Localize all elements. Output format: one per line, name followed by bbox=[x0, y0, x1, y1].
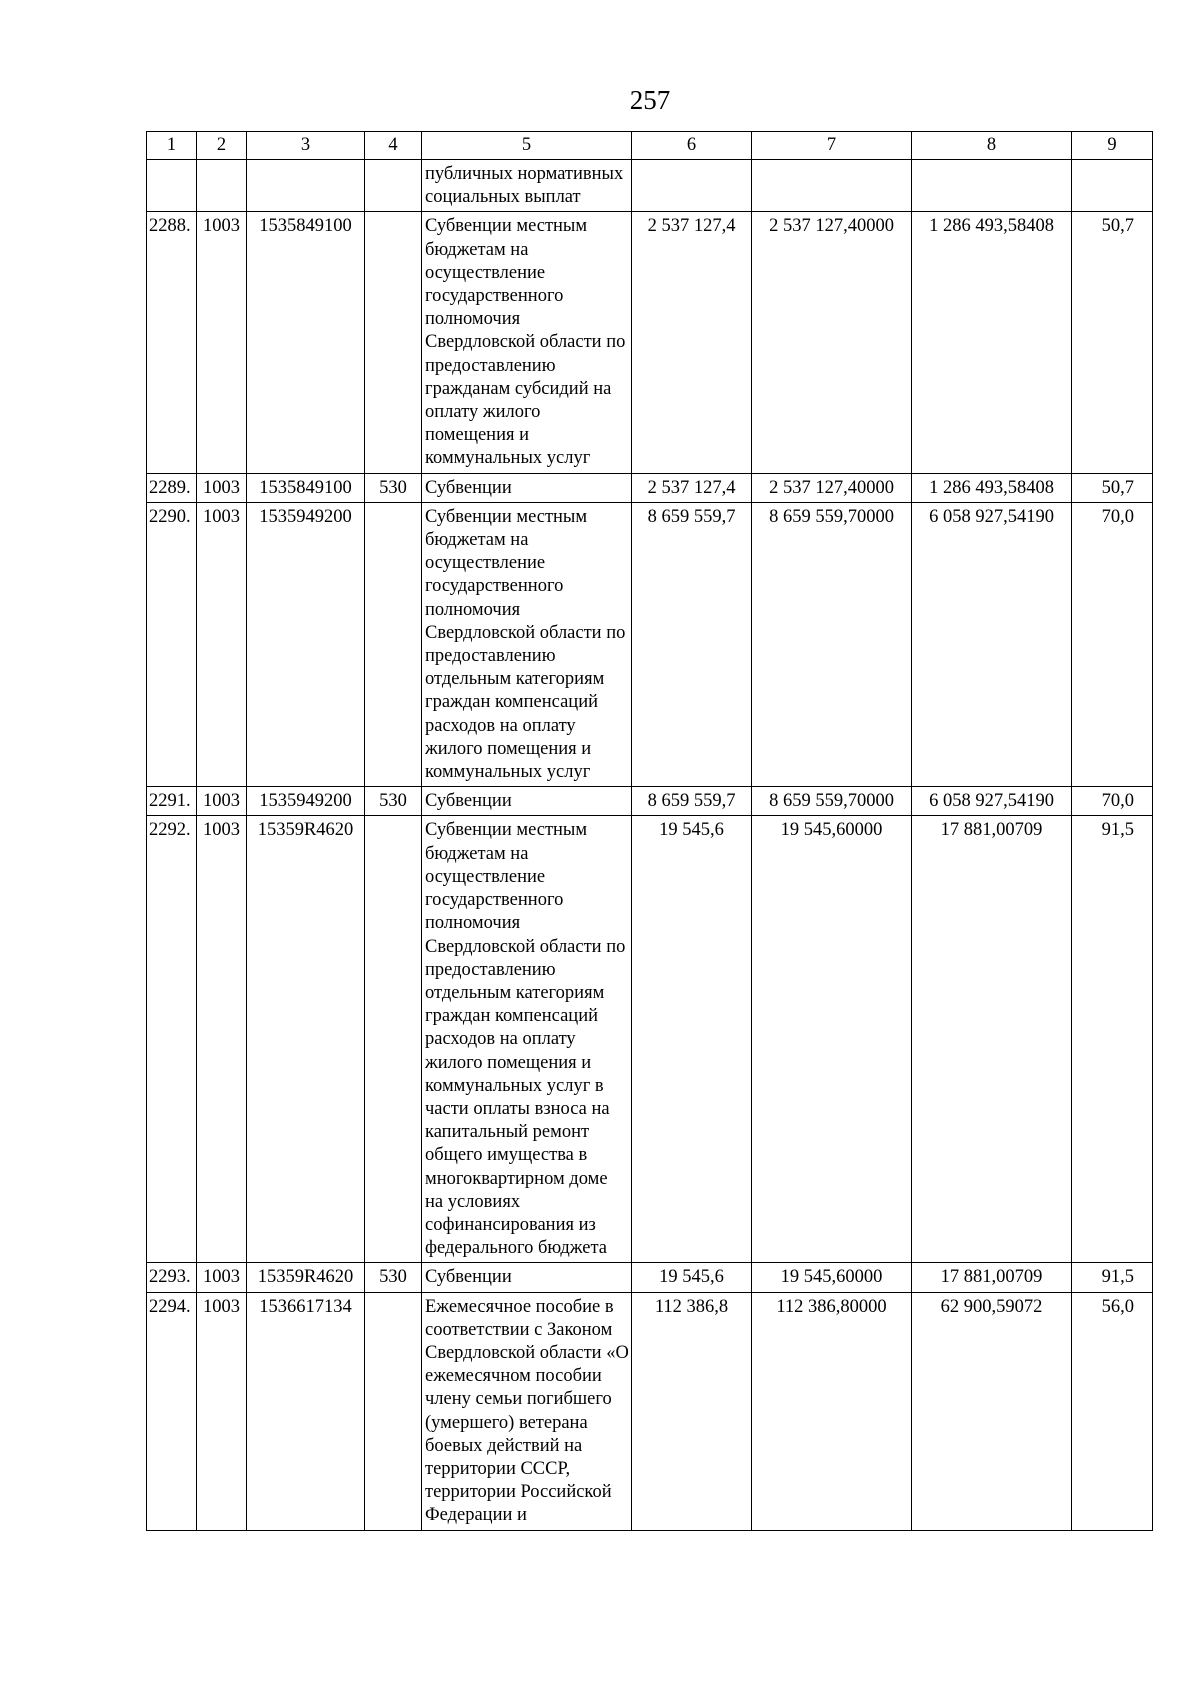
target-code: 15359R4620 bbox=[247, 1263, 365, 1292]
executed-amount: 6 058 927,54190 bbox=[912, 502, 1072, 786]
item-name: Субвенции местным бюджетам на осуществление государственного полномочия Свердловской области по предоставлению отдельным категориям граждан компенсаций расходов на оплату жилого помещения и коммунальных услуг в части оплаты взноса на капитальный ремонт общего имущества в многоквартирном доме на условиях софинансирования из федерального бюджета bbox=[422, 816, 632, 1263]
table-row bbox=[147, 787, 1153, 816]
refined-amount bbox=[752, 160, 912, 212]
section-code: 1003 bbox=[197, 473, 247, 502]
page-number: 257 bbox=[629, 85, 671, 115]
plan-amount: 2 537 127,4 bbox=[632, 212, 752, 473]
row-number: 2294. bbox=[147, 1292, 197, 1530]
column-header-1: 1 bbox=[147, 132, 197, 160]
refined-amount: 8 659 559,70000 bbox=[752, 787, 912, 816]
refined-amount: 19 545,60000 bbox=[752, 1263, 912, 1292]
table-row bbox=[147, 502, 1153, 786]
plan-amount: 8 659 559,7 bbox=[632, 787, 752, 816]
table-row bbox=[147, 160, 1153, 212]
column-header-3: 3 bbox=[247, 132, 365, 160]
item-name: Субвенции bbox=[422, 787, 632, 816]
executed-amount: 17 881,00709 bbox=[912, 816, 1072, 1263]
execution-percent: 50,7 bbox=[1072, 473, 1153, 502]
executed-amount: 17 881,00709 bbox=[912, 1263, 1072, 1292]
target-code: 1536617134 bbox=[247, 1292, 365, 1530]
type-code: 530 bbox=[365, 1263, 422, 1292]
row-number: 2289. bbox=[147, 473, 197, 502]
table-row bbox=[147, 816, 1153, 1263]
section-code: 1003 bbox=[197, 787, 247, 816]
budget-table bbox=[146, 131, 1153, 1531]
item-name: Субвенции bbox=[422, 473, 632, 502]
plan-amount: 2 537 127,4 bbox=[632, 473, 752, 502]
column-header-5: 5 bbox=[422, 132, 632, 160]
execution-percent: 50,7 bbox=[1072, 212, 1153, 473]
item-name: Субвенции местным бюджетам на осуществление государственного полномочия Свердловской области по предоставлению отдельным категориям граждан компенсаций расходов на оплату жилого помещения и коммунальных услуг bbox=[422, 502, 632, 786]
type-code bbox=[365, 160, 422, 212]
row-number: 2292. bbox=[147, 816, 197, 1263]
type-code bbox=[365, 1292, 422, 1530]
type-code bbox=[365, 212, 422, 473]
row-number: 2291. bbox=[147, 787, 197, 816]
plan-amount: 19 545,6 bbox=[632, 1263, 752, 1292]
column-header-6: 6 bbox=[632, 132, 752, 160]
execution-percent: 70,0 bbox=[1072, 787, 1153, 816]
refined-amount: 2 537 127,40000 bbox=[752, 212, 912, 473]
plan-amount: 19 545,6 bbox=[632, 816, 752, 1263]
column-header-7: 7 bbox=[752, 132, 912, 160]
table-row bbox=[147, 1263, 1153, 1292]
execution-percent: 56,0 bbox=[1072, 1292, 1153, 1530]
type-code bbox=[365, 816, 422, 1263]
section-code: 1003 bbox=[197, 816, 247, 1263]
target-code: 15359R4620 bbox=[247, 816, 365, 1263]
execution-percent: 91,5 bbox=[1072, 816, 1153, 1263]
plan-amount bbox=[632, 160, 752, 212]
target-code: 1535849100 bbox=[247, 473, 365, 502]
item-name: Субвенции bbox=[422, 1263, 632, 1292]
section-code: 1003 bbox=[197, 502, 247, 786]
executed-amount: 6 058 927,54190 bbox=[912, 787, 1072, 816]
executed-amount: 62 900,59072 bbox=[912, 1292, 1072, 1530]
table-row bbox=[147, 473, 1153, 502]
execution-percent bbox=[1072, 160, 1153, 212]
row-number: 2288. bbox=[147, 212, 197, 473]
item-name: Субвенции местным бюджетам на осуществление государственного полномочия Свердловской области по предоставлению гражданам субсидий на оплату жилого помещения и коммунальных услуг bbox=[422, 212, 632, 473]
section-code: 1003 bbox=[197, 1263, 247, 1292]
row-number: 2293. bbox=[147, 1263, 197, 1292]
column-header-4: 4 bbox=[365, 132, 422, 160]
table-row bbox=[147, 1292, 1153, 1530]
execution-percent: 70,0 bbox=[1072, 502, 1153, 786]
type-code bbox=[365, 502, 422, 786]
item-name: публичных нормативных социальных выплат bbox=[422, 160, 632, 212]
section-code: 1003 bbox=[197, 212, 247, 473]
type-code: 530 bbox=[365, 473, 422, 502]
refined-amount: 8 659 559,70000 bbox=[752, 502, 912, 786]
refined-amount: 19 545,60000 bbox=[752, 816, 912, 1263]
table-row bbox=[147, 212, 1153, 473]
column-header-8: 8 bbox=[912, 132, 1072, 160]
plan-amount: 112 386,8 bbox=[632, 1292, 752, 1530]
section-code bbox=[197, 160, 247, 212]
target-code: 1535949200 bbox=[247, 787, 365, 816]
target-code bbox=[247, 160, 365, 212]
type-code: 530 bbox=[365, 787, 422, 816]
item-name: Ежемесячное пособие в соответствии с Законом Свердловской области «О ежемесячном пособии члену семьи погибшего (умершего) ветерана боевых действий на территории СССР, территории Российской Федерации и bbox=[422, 1292, 632, 1530]
header-row bbox=[147, 132, 1153, 160]
target-code: 1535849100 bbox=[247, 212, 365, 473]
executed-amount: 1 286 493,58408 bbox=[912, 212, 1072, 473]
row-number bbox=[147, 160, 197, 212]
plan-amount: 8 659 559,7 bbox=[632, 502, 752, 786]
column-header-2: 2 bbox=[197, 132, 247, 160]
row-number: 2290. bbox=[147, 502, 197, 786]
execution-percent: 91,5 bbox=[1072, 1263, 1153, 1292]
column-header-9: 9 bbox=[1072, 132, 1153, 160]
section-code: 1003 bbox=[197, 1292, 247, 1530]
target-code: 1535949200 bbox=[247, 502, 365, 786]
executed-amount: 1 286 493,58408 bbox=[912, 473, 1072, 502]
refined-amount: 2 537 127,40000 bbox=[752, 473, 912, 502]
refined-amount: 112 386,80000 bbox=[752, 1292, 912, 1530]
executed-amount bbox=[912, 160, 1072, 212]
